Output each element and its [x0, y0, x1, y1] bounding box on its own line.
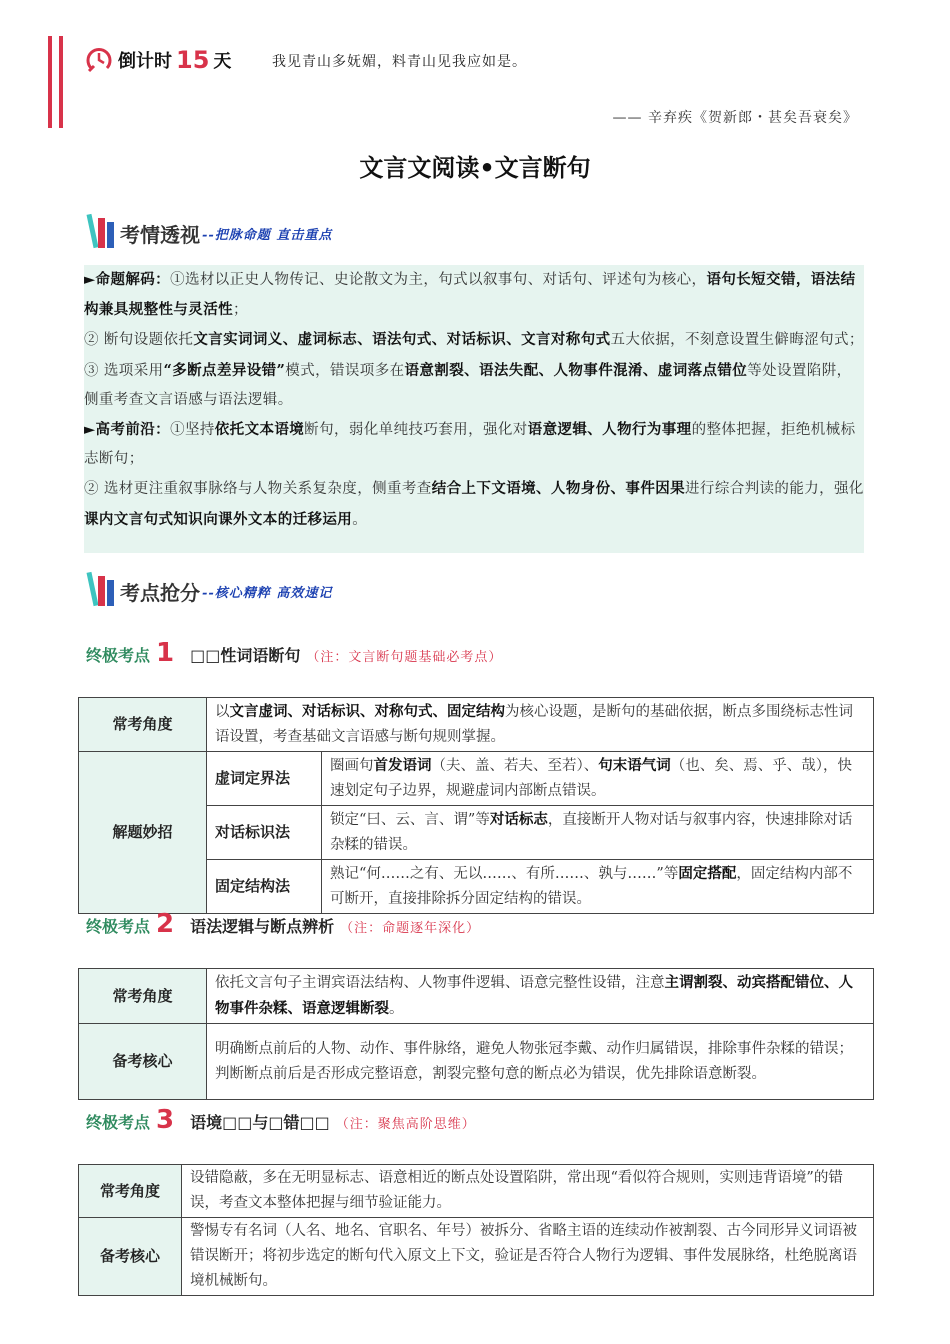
key-point-label: 终极考点 — [86, 646, 151, 665]
books-icon — [88, 208, 118, 248]
section-subtitle: --核心精粹 高效速记 — [202, 586, 333, 601]
clock-icon — [84, 45, 114, 75]
info-line: ►命题解码：①选材以正史人物传记、史论散文为主，句式以叙事句、对话句、评述句为核心，语句长短交错，语法结构兼具规整性与灵活性； — [84, 271, 856, 319]
key-point-number: 2 — [156, 909, 175, 939]
info-line: ►高考前沿：①坚持依托文本语境断句，弱化单纯技巧套用，强化对语意逻辑、人物行为事理的整体把握，拒绝机械标志断句； — [84, 421, 856, 468]
method-name: 固定结构法 — [207, 860, 322, 914]
key-point-1-header — [86, 638, 502, 668]
info-line: ③ 选项采用“多断点差异设错”模式，错误项多在语意割裂、语法失配、人物事件混淆、虚词落点错位等处设置陷阱，侧重考查文言语感与语法逻辑。 — [84, 361, 852, 408]
key-point-number: 1 — [156, 638, 175, 668]
key-point-note: （注：文言断句题基础必考点） — [306, 650, 503, 665]
key-point-title: 语法逻辑与断点辨析 — [190, 917, 335, 936]
section-header-exam-analysis — [88, 206, 332, 248]
key-point-title: 语境□□与□错□□ — [190, 1113, 330, 1132]
countdown — [84, 42, 231, 78]
core-text: 警惕专有名词（人名、地名、官职名、年号）被拆分、省略主语的连续动作被割裂、古今同形异义词语被错误断开；将初步选定的断句代入原文上下文，验证是否符合人物行为逻辑、事件发展脉络，杜绝脱离语境机械断句。 — [182, 1218, 874, 1296]
method-text: 锁定“曰、云、言、谓”等对话标志，直接断开人物对话与叙事内容，快速排除对话杂糅的错误。 — [322, 806, 874, 860]
angle-text: 设错隐蔽，多在无明显标志、语意相近的断点处设置陷阱，常出现“看似符合规则，实则违背语境”的错误，考查文本整体把握与细节验证能力。 — [182, 1165, 874, 1218]
key-point-3-header — [86, 1105, 476, 1135]
info-line: ② 断句设题依托文言实词词义、虚词标志、语法句式、对话标识、文言对称句式五大依据，不刻意设置生僻晦涩句式； — [84, 331, 864, 349]
exam-analysis-box — [84, 265, 864, 553]
method-label: 解题妙招 — [79, 752, 207, 914]
header-quote: 我见青山多妩媚，料青山见我应如是。 — [272, 54, 527, 70]
method-text: 熟记“何……之有、无以……、有所……、孰与……”等固定搭配，固定结构内部不可断开，直接排除拆分固定结构的错误。 — [322, 860, 874, 914]
section-header-key-points — [88, 564, 332, 606]
key-point-1-table — [78, 697, 874, 914]
method-name: 对话标识法 — [207, 806, 322, 860]
books-icon — [88, 566, 118, 606]
key-point-title: □□性词语断句 — [190, 646, 301, 665]
section-title: 考点抢分 — [120, 581, 200, 605]
info-line: ② 选材更注重叙事脉络与人物关系复杂度，侧重考查结合上下文语境、人物身份、事件因果进行综合判读的能力，强化课内文言句式知识向课外文本的迁移运用。 — [84, 480, 864, 528]
angle-label: 常考角度 — [79, 698, 207, 752]
key-point-note: （注：聚焦高阶思维） — [335, 1117, 476, 1132]
angle-label: 常考角度 — [79, 969, 207, 1024]
angle-label: 常考角度 — [79, 1165, 182, 1218]
key-point-3-table — [78, 1164, 874, 1296]
method-name: 虚词定界法 — [207, 752, 322, 806]
angle-text: 依托文言句子主谓宾语法结构、人物事件逻辑、语意完整性设错，注意主谓割裂、动宾搭配错位、人物事件杂糅、语意逻辑断裂。 — [207, 969, 874, 1024]
quote-source: —— 辛弃疾《贺新郎・甚矣吾衰矣》 — [612, 110, 858, 126]
header-red-bars — [48, 36, 70, 128]
core-text: 明确断点前后的人物、动作、事件脉络，避免人物张冠李戴、动作归属错误，排除事件杂糅的错误；判断断点前后是否形成完整语意，割裂完整句意的断点必为错误，优先排除语意断裂。 — [207, 1024, 874, 1100]
core-label: 备考核心 — [79, 1024, 207, 1100]
countdown-unit: 天 — [213, 51, 232, 72]
section-title: 考情透视 — [120, 223, 200, 247]
key-point-note: （注：命题逐年深化） — [340, 921, 481, 936]
countdown-label: 倒计时 — [118, 51, 172, 72]
key-point-2-table — [78, 968, 874, 1100]
section-subtitle: --把脉命题 直击重点 — [202, 228, 333, 243]
method-text: 圈画句首发语词（夫、盖、若夫、至若）、句末语气词（也、矣、焉、乎、哉），快速划定句子边界，规避虚词内部断点错误。 — [322, 752, 874, 806]
key-point-label: 终极考点 — [86, 1113, 151, 1132]
angle-text: 以文言虚词、对话标识、对称句式、固定结构为核心设题，是断句的基础依据，断点多围绕标志性词语设置，考查基础文言语感与断句规则掌握。 — [207, 698, 874, 752]
key-point-2-header — [86, 909, 480, 939]
countdown-number: 15 — [176, 46, 210, 74]
core-label: 备考核心 — [79, 1218, 182, 1296]
page-title: 文言文阅读•文言断句 — [359, 154, 591, 182]
key-point-number: 3 — [156, 1105, 175, 1135]
key-point-label: 终极考点 — [86, 917, 151, 936]
